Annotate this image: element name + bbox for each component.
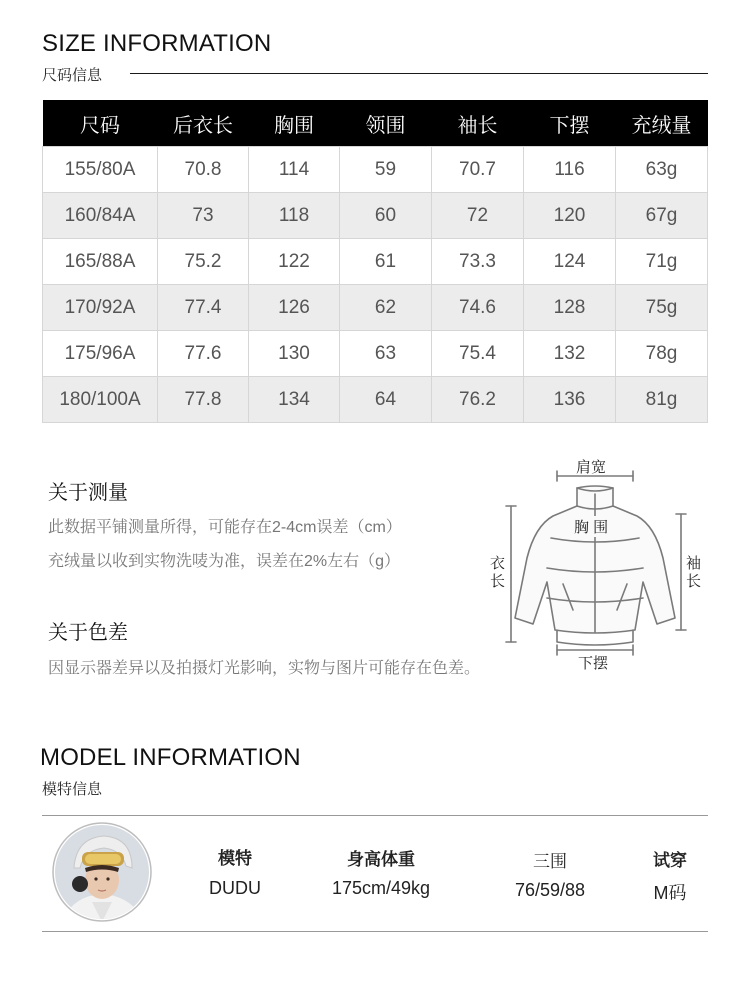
size-info-subtitle: 尺码信息 [42, 67, 103, 84]
size-info-title: SIZE INFORMATION [42, 30, 272, 57]
table-cell: 136 [524, 377, 616, 423]
model-height-weight-value: 175cm/49kg [331, 878, 431, 898]
table-cell: 124 [524, 239, 616, 285]
table-cell: 128 [524, 285, 616, 331]
table-cell: 126 [249, 285, 340, 331]
table-cell: 130 [249, 331, 340, 377]
table-cell: 70.8 [158, 147, 249, 193]
avatar [52, 822, 152, 922]
model-name-value: DUDU [209, 878, 261, 898]
table-cell: 70.7 [432, 147, 524, 193]
table-cell: 165/88A [43, 239, 158, 285]
model-trial-size-value: M码 [653, 883, 687, 903]
model-height-weight-label: 身高体重 [347, 850, 415, 869]
table-cell: 155/80A [43, 147, 158, 193]
measurement-note-1: 此数据平铺测量所得，可能存在2-4cm误差（cm） [48, 519, 402, 536]
table-cell: 75.4 [432, 331, 524, 377]
table-cell: 114 [249, 147, 340, 193]
table-cell: 61 [340, 239, 432, 285]
table-row [43, 377, 708, 423]
table-cell: 116 [524, 147, 616, 193]
diagram-chest-label: 胸 围 [574, 516, 608, 537]
table-row [43, 147, 708, 193]
table-cell: 175/96A [43, 331, 158, 377]
model-info-subtitle: 模特信息 [42, 781, 103, 798]
diagram-shoulder-label: 肩宽 [576, 459, 607, 476]
table-row [43, 239, 708, 285]
measurement-note-2: 充绒量以收到实物洗唛为准，误差在2%左右（g） [48, 553, 401, 570]
table-cell: 73 [158, 193, 249, 239]
size-table-header [43, 100, 708, 147]
header-collar: 领围 [340, 100, 432, 147]
table-row [43, 193, 708, 239]
table-cell: 72 [432, 193, 524, 239]
color-diff-note: 因显示器差异以及拍摄灯光影响，实物与图片可能存在色差。 [48, 660, 481, 677]
header-back-length: 后衣长 [158, 100, 249, 147]
table-cell: 118 [249, 193, 340, 239]
table-cell: 77.8 [158, 377, 249, 423]
table-cell: 64 [340, 377, 432, 423]
table-cell: 77.6 [158, 331, 249, 377]
table-cell: 63 [340, 331, 432, 377]
diagram-hem-label: 下摆 [578, 655, 609, 672]
measurement-title: 关于测量 [48, 482, 128, 504]
diagram-sleeve-label-2: 长 [686, 573, 702, 590]
table-cell: 71g [616, 239, 708, 285]
model-name-label: 模特 [218, 849, 252, 868]
header-down-fill: 充绒量 [616, 100, 708, 147]
table-cell: 77.4 [158, 285, 249, 331]
table-cell: 62 [340, 285, 432, 331]
table-cell: 134 [249, 377, 340, 423]
table-cell: 60 [340, 193, 432, 239]
table-cell: 120 [524, 193, 616, 239]
table-cell: 170/92A [43, 285, 158, 331]
size-info-divider [130, 73, 708, 74]
table-cell: 81g [616, 377, 708, 423]
table-cell: 180/100A [43, 377, 158, 423]
diagram-length-label-2: 长 [490, 573, 506, 590]
table-row [43, 285, 708, 331]
model-measurements-value: 76/59/88 [514, 880, 586, 900]
model-bottom-divider [42, 931, 708, 932]
table-cell: 67g [616, 193, 708, 239]
diagram-sleeve-label-1: 袖 [686, 555, 702, 572]
table-cell: 73.3 [432, 239, 524, 285]
header-hem: 下摆 [524, 100, 616, 147]
model-top-divider [42, 815, 708, 816]
jacket-diagram [485, 450, 705, 675]
table-cell: 76.2 [432, 377, 524, 423]
table-cell: 160/84A [43, 193, 158, 239]
diagram-length-label-1: 衣 [490, 555, 506, 572]
table-cell: 122 [249, 239, 340, 285]
table-cell: 75g [616, 285, 708, 331]
header-sleeve: 袖长 [432, 100, 524, 147]
model-trial-size-label: 试穿 [653, 851, 687, 870]
table-cell: 63g [616, 147, 708, 193]
table-cell: 132 [524, 331, 616, 377]
header-chest: 胸围 [249, 100, 340, 147]
size-table [42, 100, 708, 423]
color-diff-title: 关于色差 [48, 622, 128, 644]
model-measurements-label: 三围 [533, 852, 567, 871]
model-info-title: MODEL INFORMATION [40, 744, 301, 771]
header-size: 尺码 [43, 100, 158, 147]
table-cell: 78g [616, 331, 708, 377]
table-cell: 75.2 [158, 239, 249, 285]
table-cell: 74.6 [432, 285, 524, 331]
table-row [43, 331, 708, 377]
table-cell: 59 [340, 147, 432, 193]
